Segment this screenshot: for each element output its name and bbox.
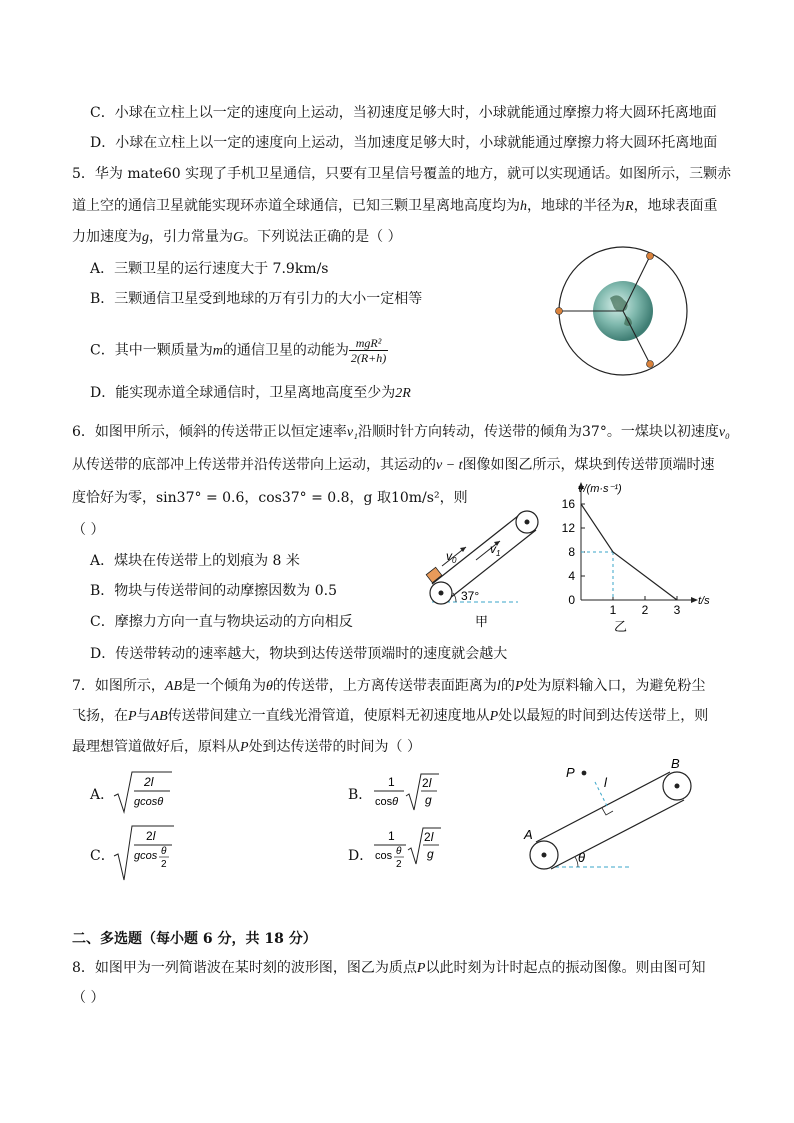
q6-answer-bracket: （ ） <box>72 522 105 538</box>
vt-chart-yi <box>556 478 726 636</box>
q7-option-d-label: D． <box>348 848 374 864</box>
q8-stem-line1: 8．如图甲为一列简谐波在某时刻的波形图，图乙为质点P以此时刻为计时起点的振动图像。则由图可知 <box>72 960 706 976</box>
satellite-1 <box>647 253 654 260</box>
q7-option-b-formula <box>370 770 442 816</box>
q7-stem-line1: 7．如图所示，AB是一个倾角为θ的传送带，上方离传送带表面距离为l的P处为原料输入口，为避免粉尘 <box>72 678 706 694</box>
svg-text:2: 2 <box>396 859 402 870</box>
svg-text:2: 2 <box>161 859 167 870</box>
y-tick-label: 0 <box>568 593 575 607</box>
label-l: l <box>604 775 607 790</box>
svg-text:θ: θ <box>161 846 167 857</box>
point-p <box>582 771 587 776</box>
y-axis-label: v/(m·s⁻¹) <box>578 483 622 495</box>
svg-text:gcosθ: gcosθ <box>134 796 164 808</box>
x-axis-label: t/s <box>698 595 710 607</box>
q7-option-a-label: A． <box>90 787 115 803</box>
coal-block <box>426 567 442 582</box>
y-tick-label: 4 <box>568 569 575 583</box>
q7-option-c-formula <box>112 824 176 884</box>
q6-option-c: C．摩擦力方向一直与物块运动的方向相反 <box>90 614 353 630</box>
svg-text:cos: cos <box>375 850 393 862</box>
label-p: P <box>566 765 575 780</box>
y-tick-label: 16 <box>561 497 575 511</box>
satellite-2 <box>556 308 563 315</box>
label-jia: 甲 <box>475 614 489 629</box>
q8-answer-bracket: （ ） <box>72 990 105 1006</box>
svg-text:cosθ: cosθ <box>375 796 399 808</box>
q7-stem-line3: 最理想管道做好后，原料从P处到达传送带的时间为（ ） <box>72 739 422 755</box>
belt-bottom <box>445 530 536 602</box>
conveyor-figure-jia <box>418 508 558 630</box>
q4-option-d: D．小球在立柱上以一定的速度向上运动，当加速度足够大时，小球就能通过摩擦力将大圆环托离地面 <box>90 135 718 151</box>
q5-option-c: C．其中一颗质量为m的通信卫星的动能为 $\frac{\text{mgR²}}{2(R+h)}$ <box>90 336 387 365</box>
q5-option-b: B．三颗通信卫星受到地球的万有引力的大小一定相等 <box>90 291 423 307</box>
label-angle: 37° <box>461 589 480 603</box>
q6-stem-line2: 从传送带的底部冲上传送带并沿传送带向上运动，其运动的v − t图像如图乙所示，煤块到传送带顶端时速 <box>72 457 715 473</box>
label-theta: θ <box>578 850 586 865</box>
q5-stem-line1: 5．华为 mate60 实现了手机卫星通信，只要有卫星信号覆盖的地方，就可以实现通话。如图所示，三颗赤 <box>72 166 732 182</box>
q5-stem-line2: 道上空的通信卫星就能实现环赤道全球通信，已知三颗卫星离地高度均为h，地球的半径为R，地球表面重 <box>72 198 718 214</box>
belt-top <box>432 512 523 584</box>
x-tick-label: 1 <box>609 603 617 617</box>
x-tick-label: 2 <box>641 603 649 617</box>
q6-stem-line3: 度恰好为零，sin37° = 0.6，cos37° = 0.8，g 取10m/s²，则 <box>72 490 468 506</box>
svg-text:2l: 2l <box>146 829 156 843</box>
satellite-3 <box>647 361 654 368</box>
q7-option-c-label: C． <box>90 848 115 864</box>
y-tick-label: 12 <box>561 521 575 535</box>
y-tick-label: 8 <box>568 545 575 559</box>
x-tick-label: 3 <box>673 603 681 617</box>
q5-option-d: D．能实现赤道全球通信时，卫星离地高度至少为2R <box>90 385 411 401</box>
q7-option-a-formula <box>112 770 172 816</box>
label-v1: $v_1$ <box>490 542 501 558</box>
q5-option-a: A．三颗卫星的运行速度大于 7.9km/s <box>90 261 329 277</box>
belt-top <box>536 772 670 842</box>
q7-stem-line2: 飞扬，在P与AB传送带间建立一直线光滑管道，使原料无初速度地从P处以最短的时间到达传送带上，则 <box>72 708 709 724</box>
svg-text:1: 1 <box>388 775 395 789</box>
svg-text:1: 1 <box>388 829 395 843</box>
label-a: A <box>524 827 533 842</box>
label-yi: 乙 <box>614 619 628 634</box>
q7-option-b-label: B． <box>348 787 373 803</box>
q7-option-d-formula <box>370 826 444 884</box>
belt-bottom <box>551 800 684 869</box>
svg-text:2l: 2l <box>144 775 154 789</box>
svg-text:g: g <box>425 793 432 807</box>
kinetic-energy-fraction: $\frac{\text{mgR²}}{2(R+h)}$ <box>350 336 387 365</box>
q4-option-c: C．小球在立柱上以一定的速度向上运动，当初速度足够大时，小球就能通过摩擦力将大圆环托离地面 <box>90 105 717 121</box>
q6-option-d: D．传送带转动的速率越大，物块到达传送带顶端时的速度就会越大 <box>90 646 508 662</box>
label-v0: $v_0$ <box>446 549 457 565</box>
svg-text:gcos: gcos <box>134 850 158 862</box>
satellite-orbit-figure <box>552 246 694 388</box>
svg-text:g: g <box>427 847 434 861</box>
svg-text:2l: 2l <box>422 776 432 790</box>
q6-stem-line1: 6．如图甲所示，倾斜的传送带正以恒定速率v₁沿顺时针方向转动，传送带的倾角为37°。一煤块以初速度v₀ <box>72 424 730 440</box>
svg-text:2l: 2l <box>424 830 434 844</box>
q6-option-b: B．物块与传送带间的动摩擦因数为 0.5 <box>90 583 338 599</box>
svg-text:θ: θ <box>396 846 402 857</box>
q7-conveyor-figure <box>518 754 708 876</box>
q5-stem-line3: 力加速度为g，引力常量为G。下列说法正确的是（ ） <box>72 229 402 245</box>
section-multi-choice-heading: 二、多选题（每小题 6 分，共 18 分） <box>72 931 317 947</box>
label-b: B <box>671 756 680 771</box>
q6-option-a: A．煤块在传送带上的划痕为 8 米 <box>90 553 300 569</box>
